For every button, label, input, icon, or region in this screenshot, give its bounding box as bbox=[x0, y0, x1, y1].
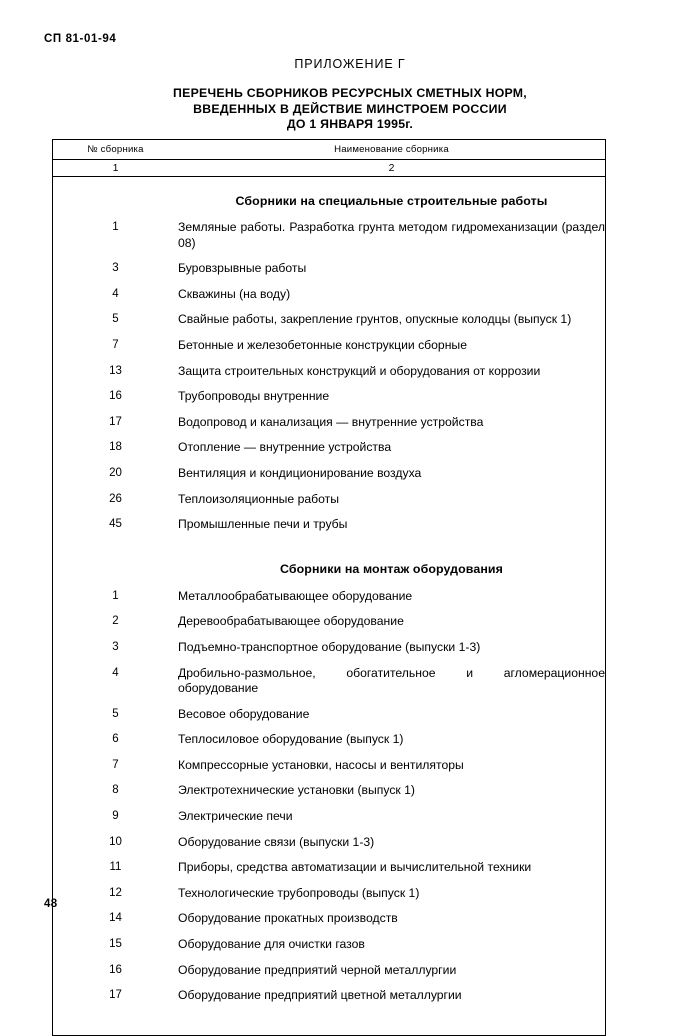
column-header-number: № сборника bbox=[53, 140, 178, 160]
table-row bbox=[53, 881, 605, 907]
row-name: Отопление — внутренние устройства bbox=[178, 440, 392, 455]
row-number: 11 bbox=[109, 861, 122, 874]
row-number: 45 bbox=[109, 518, 122, 531]
registry-table-body bbox=[53, 140, 605, 1035]
row-number: 3 bbox=[112, 262, 119, 275]
table-row bbox=[53, 635, 605, 661]
registry-table bbox=[53, 140, 605, 1035]
row-name: Оборудование предприятий цветной металлургии bbox=[178, 988, 462, 1003]
table-header-row bbox=[53, 140, 605, 160]
table-row bbox=[53, 584, 605, 610]
page-title-line-2: ВВЕДЕННЫХ В ДЕЙСТВИЕ МИНСТРОЕМ РОССИИ bbox=[193, 101, 507, 116]
row-name: Оборудование прокатных производств bbox=[178, 911, 398, 926]
table-row bbox=[53, 256, 605, 282]
row-number: 9 bbox=[112, 810, 119, 823]
page-title bbox=[0, 86, 700, 133]
row-name: Оборудование для очистки газов bbox=[178, 937, 365, 952]
registry-table-frame bbox=[52, 139, 606, 1036]
row-name: Защита строительных конструкций и оборудования от коррозии bbox=[178, 363, 541, 378]
row-name: Скважины (на воду) bbox=[178, 286, 291, 301]
row-number: 7 bbox=[112, 758, 119, 771]
column-header-name: Наименование сборника bbox=[178, 140, 605, 160]
row-name: Трубопроводы внутренние bbox=[178, 389, 330, 404]
row-name: Свайные работы, закрепление грунтов, опускные колодцы (выпуск 1) bbox=[178, 312, 572, 327]
row-name: Компрессорные установки, насосы и вентиляторы bbox=[178, 757, 464, 772]
table-row bbox=[53, 215, 605, 256]
row-name: Теплоизоляционные работы bbox=[178, 491, 339, 506]
row-number: 14 bbox=[109, 912, 122, 925]
section-heading-1: Сборники на специальные строительные работы bbox=[235, 194, 548, 208]
row-number: 17 bbox=[109, 415, 122, 428]
row-name: Буровзрывные работы bbox=[178, 261, 307, 276]
row-name: Электротехнические установки (выпуск 1) bbox=[178, 783, 415, 798]
row-number: 17 bbox=[109, 989, 122, 1002]
table-row bbox=[53, 958, 605, 984]
row-name: Металлообрабатывающее оборудование bbox=[178, 588, 413, 603]
row-number: 4 bbox=[112, 666, 119, 679]
table-row bbox=[53, 307, 605, 333]
row-number: 15 bbox=[109, 938, 122, 951]
row-name: Оборудование предприятий черной металлургии bbox=[178, 962, 457, 977]
table-row bbox=[53, 702, 605, 728]
row-name: Подъемно-транспортное оборудование (выпуски 1-3) bbox=[178, 639, 481, 654]
row-number: 5 bbox=[112, 707, 119, 720]
row-number: 10 bbox=[109, 835, 122, 848]
table-row bbox=[53, 804, 605, 830]
table-row bbox=[53, 384, 605, 410]
table-column-number-row bbox=[53, 160, 605, 177]
row-name: Деревообрабатывающее оборудование bbox=[178, 614, 404, 629]
table-row bbox=[53, 410, 605, 436]
row-number: 8 bbox=[112, 784, 119, 797]
row-number: 26 bbox=[109, 492, 122, 505]
row-number: 16 bbox=[109, 390, 122, 403]
row-number: 1 bbox=[112, 589, 119, 602]
section-heading-number-cell bbox=[53, 177, 178, 216]
row-name: Приборы, средства автоматизации и вычислительной техники bbox=[178, 860, 532, 875]
row-number: 7 bbox=[112, 338, 119, 351]
row-number: 6 bbox=[112, 733, 119, 746]
table-trailing-space bbox=[53, 1009, 605, 1035]
table-row bbox=[53, 906, 605, 932]
table-row bbox=[53, 932, 605, 958]
appendix-label: ПРИЛОЖЕНИЕ Г bbox=[294, 57, 406, 71]
table-row bbox=[53, 778, 605, 804]
table-row bbox=[53, 661, 605, 702]
row-number: 20 bbox=[109, 466, 122, 479]
row-name: Электрические печи bbox=[178, 809, 293, 824]
row-number: 1 bbox=[112, 221, 119, 233]
row-number: 2 bbox=[112, 615, 119, 628]
row-number: 18 bbox=[109, 441, 122, 454]
row-number: 16 bbox=[109, 963, 122, 976]
section-heading-row bbox=[53, 538, 605, 584]
table-row bbox=[53, 753, 605, 779]
table-row bbox=[53, 333, 605, 359]
column-index-1: 1 bbox=[53, 160, 178, 177]
table-row bbox=[53, 727, 605, 753]
row-number: 3 bbox=[112, 640, 119, 653]
row-number: 12 bbox=[109, 886, 122, 899]
table-trailing-name-cell bbox=[178, 1009, 605, 1035]
row-name: Вентиляция и кондиционирование воздуха bbox=[178, 465, 422, 480]
column-index-2: 2 bbox=[178, 160, 605, 177]
table-trailing-number-cell bbox=[53, 1009, 178, 1035]
section-heading-row bbox=[53, 177, 605, 216]
table-row bbox=[53, 359, 605, 385]
page-title-line-1: ПЕРЕЧЕНЬ СБОРНИКОВ РЕСУРСНЫХ СМЕТНЫХ НОРМ, bbox=[173, 86, 527, 100]
table-row bbox=[53, 512, 605, 538]
row-number: 5 bbox=[112, 313, 119, 326]
page-title-line-3: ДО 1 ЯНВАРЯ 1995г. bbox=[286, 117, 414, 132]
table-row bbox=[53, 609, 605, 635]
row-name: Технологические трубопроводы (выпуск 1) bbox=[178, 885, 420, 900]
row-name: Оборудование связи (выпуски 1-3) bbox=[178, 834, 375, 849]
section-heading-number-cell bbox=[53, 538, 178, 584]
table-row bbox=[53, 282, 605, 308]
row-name: Земляные работы. Разработка грунта методом гидромеханизации (раздел 08) bbox=[178, 220, 605, 250]
section-heading-2: Сборники на монтаж оборудования bbox=[280, 561, 503, 576]
row-name: Водопровод и канализация — внутренние устройства bbox=[178, 414, 484, 429]
document-code-header: СП 81-01-94 bbox=[44, 33, 117, 45]
row-name: Весовое оборудование bbox=[178, 706, 310, 721]
row-name: Дробильно-размольное, обогатительное и агломерационное оборудование bbox=[178, 665, 605, 696]
table-row bbox=[53, 487, 605, 513]
row-number: 4 bbox=[112, 287, 119, 300]
table-row bbox=[53, 983, 605, 1009]
table-row bbox=[53, 830, 605, 856]
table-row bbox=[53, 435, 605, 461]
row-name: Промышленные печи и трубы bbox=[178, 517, 348, 532]
row-name: Теплосиловое оборудование (выпуск 1) bbox=[178, 732, 404, 747]
page-number: 48 bbox=[44, 898, 58, 910]
row-number: 13 bbox=[109, 364, 122, 377]
table-row bbox=[53, 855, 605, 881]
row-name: Бетонные и железобетонные конструкции сборные bbox=[178, 337, 467, 352]
table-row bbox=[53, 461, 605, 487]
